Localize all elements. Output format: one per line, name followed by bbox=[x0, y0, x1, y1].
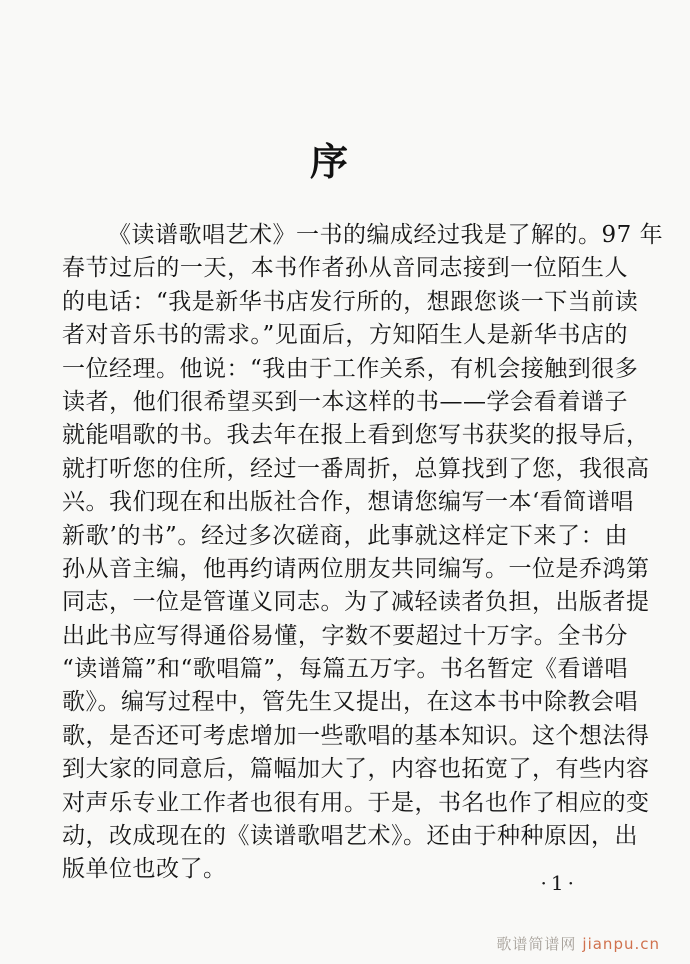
watermark-site-name: 歌谱简谱网 bbox=[496, 935, 577, 953]
text-line: 新歌’的书”。经过多次磋商，此事就这样定下来了：由 bbox=[62, 522, 628, 549]
page-title: 序 bbox=[309, 139, 350, 184]
text-line: 对声乐专业工作者也很有用。于是，书名也作了相应的变 bbox=[62, 789, 650, 816]
text-line: 读者，他们很希望买到一本这样的书——学会看着谱子 bbox=[62, 388, 628, 415]
watermark bbox=[496, 933, 660, 954]
text-line: 动，改成现在的《读谱歌唱艺术》。还由于种种原因，出 bbox=[62, 823, 638, 850]
text-line: “读谱篇”和“歌唱篇”，每篇五万字。书名暂定《看谱唱 bbox=[62, 656, 629, 683]
text-line: 出此书应写得通俗易懂，字数不要超过十万字。全书分 bbox=[62, 622, 628, 649]
text-line: 的电话：“我是新华书店发行所的，想跟您谈一下当前读 bbox=[62, 288, 639, 315]
text-line: 就能唱歌的书。我去年在报上看到您写书获奖的报导后， bbox=[62, 422, 650, 449]
text-line: 就打听您的住所，经过一番周折，总算找到了您，我很高 bbox=[62, 455, 650, 482]
text-line: 同志，一位是管谨义同志。为了减轻读者负担，出版者提 bbox=[62, 589, 650, 616]
text-line: 春节过后的一天，本书作者孙从音同志接到一位陌生人 bbox=[62, 255, 628, 282]
text-line: 一位经理。他说：“我由于工作关系，有机会接触到很多 bbox=[62, 355, 639, 382]
text-line: 孙从音主编，他再约请两位朋友共同编写。一位是乔鸿第 bbox=[62, 555, 650, 582]
text-line: 兴。我们现在和出版社合作，想请您编写一本‘看简谱唱 bbox=[62, 489, 634, 516]
text-line: 版单位也改了。 bbox=[62, 856, 227, 883]
text-line: 歌》。编写过程中，管先生又提出，在这本书中除教会唱 bbox=[62, 689, 638, 716]
preface-body bbox=[62, 219, 664, 887]
text-line: 歌，是否还可考虑增加一些歌唱的基本知识。这个想法得 bbox=[62, 722, 650, 749]
text-line: 到大家的同意后，篇幅加大了，内容也拓宽了，有些内容 bbox=[62, 756, 650, 783]
text-line: 《读谱歌唱艺术》一书的编成经过我是了解的。97 年 bbox=[108, 222, 664, 248]
text-line: 者对音乐书的需求。”见面后，方知陌生人是新华书店的 bbox=[62, 322, 628, 349]
page-number: ·1· bbox=[540, 871, 578, 895]
watermark-url: jianpu.cn bbox=[582, 935, 660, 953]
